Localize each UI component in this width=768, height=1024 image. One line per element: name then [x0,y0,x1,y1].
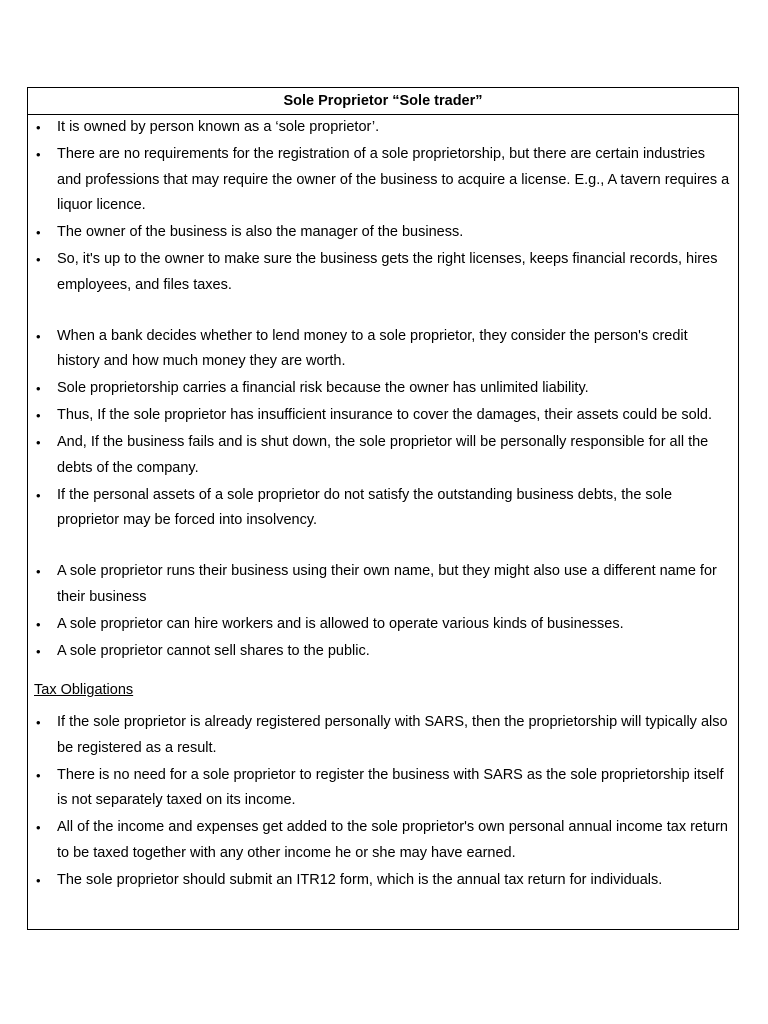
list-item [34,710,730,761]
list-item [34,403,730,429]
list-item-text: The sole proprietor should submit an ITR12 form, which is the annual tax return for individuals. [57,871,663,888]
spacer [34,535,730,559]
list-item [34,639,730,665]
tax-obligations-heading: Tax Obligations [34,682,134,698]
bullet-icon: • [36,408,41,423]
bullet-list-liability [34,324,730,534]
list-item [34,142,730,219]
bullet-icon: • [36,147,41,162]
list-item-text: And, If the business fails and is shut down, the sole proprietor will be personally responsible for all the debts of the company. [57,434,709,476]
bullet-icon: • [36,767,41,783]
list-item [34,763,730,814]
list-item [34,815,730,866]
list-item-text: So, it's up to the owner to make sure the business gets the right licenses, keeps financial records, hires employees, and files taxes. [57,251,718,293]
list-item [34,868,730,894]
bullet-icon: • [36,872,41,888]
bullet-icon: • [36,564,41,579]
bullet-icon: • [36,252,41,267]
list-item [34,115,730,141]
bullet-list-tax [34,710,730,893]
list-item-text: The owner of the business is also the manager of the business. [57,224,464,240]
table-title: Sole Proprietor “Sole trader” [28,88,738,115]
spacer [34,300,730,324]
list-item-text: If the personal assets of a sole proprietor do not satisfy the outstanding business debts, the sole proprietor may be forced into insolvency. [57,486,673,528]
bullet-icon: • [36,225,41,240]
bullet-icon: • [36,381,41,396]
list-item-text: Sole proprietorship carries a financial risk because the owner has unlimited liability. [57,380,589,396]
document-table [27,87,739,930]
list-item [34,612,730,638]
list-item [34,247,730,298]
list-item-text: There is no need for a sole proprietor to register the business with SARS as the sole proprietorship itself is not separately taxed on its income. [57,766,724,808]
bullet-icon: • [36,328,41,344]
list-item-text: If the sole proprietor is already registered personally with SARS, then the proprietorship will typically also be registered as a result. [57,714,728,756]
bullet-icon: • [36,715,41,730]
list-item [34,483,730,534]
bullet-list-operations [34,559,730,664]
list-item [34,376,730,402]
bullet-icon: • [36,120,41,135]
list-item-text: When a bank decides whether to lend money to a sole proprietor, they consider the person's credit history and how much money they are worth. [57,327,688,369]
table-body [28,115,738,893]
list-item-text: Thus, If the sole proprietor has insufficient insurance to cover the damages, their assets could be sold. [57,407,713,423]
list-item [34,324,730,375]
list-item [34,430,730,481]
list-item-text: All of the income and expenses get added to the sole proprietor's own personal annual income tax return to be taxed together with any other income he or she may have earned. [57,819,728,861]
list-item [34,220,730,246]
list-item [34,559,730,610]
list-item-text: A sole proprietor runs their business using their own name, but they might also use a different name for their business [57,563,717,605]
bullet-list-ownership [34,115,730,298]
bullet-icon: • [36,616,41,632]
list-item-text: It is owned by person known as a ‘sole proprietor’. [57,119,380,135]
bullet-icon: • [36,820,41,835]
list-item-text: There are no requirements for the registration of a sole proprietorship, but there are certain industries and professions that may require the owner of the business to acquire a license. E.g., A tavern requires a liquor licence. [57,146,730,213]
bullet-icon: • [36,487,41,503]
list-item-text: A sole proprietor can hire workers and is allowed to operate various kinds of businesses. [57,615,624,632]
list-item-text: A sole proprietor cannot sell shares to the public. [57,642,370,659]
bullet-icon: • [36,435,41,450]
bullet-icon: • [36,643,41,659]
